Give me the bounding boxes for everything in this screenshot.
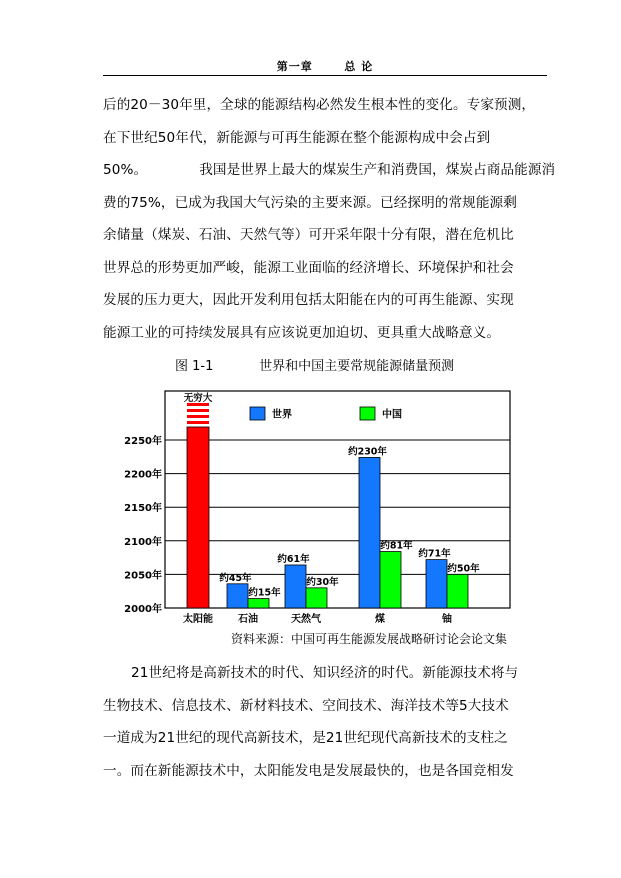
text-line: 世界总的形势更加严峻，能源工业面临的经济增长、环境保护和社会 — [103, 259, 514, 276]
figure-source: 资料来源：中国可再生能源发展战略研讨论会论文集 — [231, 632, 508, 646]
data-label: 约81年 — [380, 540, 413, 552]
data-label: 约230年 — [348, 446, 387, 458]
bar-china — [380, 552, 401, 608]
bar-solar-stripe — [187, 421, 209, 424]
figure-number: 图 1-1 — [175, 359, 214, 374]
x-tick-label: 石油 — [238, 614, 258, 625]
bar-world — [426, 560, 447, 608]
bar-solar-stripe — [187, 409, 209, 412]
text-line: 能源工业的可持续发展具有应该说更加迫切、更具重大战略意义。 — [103, 324, 501, 341]
text-line: 一道成为21世纪的现代高新技术，是21世纪现代高新技术的支柱之 — [103, 730, 508, 746]
bar-solar-stripe — [187, 415, 209, 418]
legend-swatch — [360, 407, 375, 420]
legend-label: 世界 — [272, 409, 292, 421]
bar-solar — [187, 427, 209, 608]
text-line: 生物技术、信息技术、新材料技术、空间技术、海洋技术等5大技术 — [103, 697, 509, 714]
x-tick-label: 太阳能 — [183, 614, 213, 625]
legend-swatch — [250, 407, 265, 420]
y-tick-label: 2050年 — [124, 570, 162, 582]
x-tick-label: 天然气 — [291, 614, 321, 625]
y-tick-label: 2150年 — [124, 503, 162, 515]
text-line: 余储量（煤炭、石油、天然气等）可开采年限十分有限，潜在危机比 — [103, 227, 514, 243]
figure-title: 世界和中国主要常规能源储量预测 — [259, 359, 455, 374]
text-line: 后的20－30年里，全球的能源结构必然发生根本性的变化。专家预测， — [103, 97, 536, 113]
data-label: 约71年 — [418, 548, 451, 560]
x-tick-label: 铀 — [442, 614, 452, 625]
data-label: 约30年 — [306, 576, 339, 588]
bar-world — [359, 457, 380, 608]
text-line: 21世纪将是高新技术的时代、知识经济的时代。新能源技术将与 — [131, 665, 519, 681]
y-tick-label: 2000年 — [124, 604, 162, 615]
text-line: 在下世纪50年代，新能源与可再生能源在整个能源构成中会占到 — [103, 129, 491, 146]
paragraph-2 — [103, 657, 548, 787]
data-label: 约45年 — [219, 572, 252, 584]
y-tick-label: 2200年 — [124, 469, 162, 481]
text-line: 一。而在新能源技术中，太阳能发电是发展最快的，也是各国竞相发 — [103, 762, 514, 779]
paragraph-1 — [103, 89, 556, 349]
chapter-number: 第一章 — [276, 60, 313, 73]
header-rule — [103, 75, 547, 76]
legend-label: 中国 — [382, 409, 402, 421]
bar-world — [227, 584, 248, 608]
text-fragment: 我国是世界上最大的煤炭生产和消费国，煤炭占商品能源消 — [199, 162, 556, 178]
text-line: 费的75%，已成为我国大气污染的主要来源。已经探明的常规能源剩 — [103, 194, 517, 211]
bar-china — [306, 588, 327, 608]
y-tick-label: 2100年 — [124, 536, 162, 548]
data-label-solar: 无穷大 — [183, 393, 213, 404]
bar-china — [447, 574, 468, 608]
x-tick-label: 煤 — [375, 614, 385, 625]
energy-reserve-bar-chart — [110, 385, 515, 630]
text-line — [103, 154, 556, 187]
bar-china — [248, 599, 269, 608]
data-label: 约61年 — [277, 553, 310, 565]
page-header — [103, 58, 547, 74]
data-label: 约50年 — [447, 563, 480, 575]
text-line: 发展的压力更大，因此开发利用包括太阳能在内的可再生能源、实现 — [103, 292, 514, 308]
text-fragment: 50%。 — [103, 162, 148, 178]
y-tick-label: 2250年 — [124, 436, 162, 447]
bar-world — [285, 565, 306, 608]
figure-caption — [175, 355, 454, 374]
chapter-title: 总 论 — [344, 60, 374, 73]
data-label: 约15年 — [248, 587, 281, 599]
